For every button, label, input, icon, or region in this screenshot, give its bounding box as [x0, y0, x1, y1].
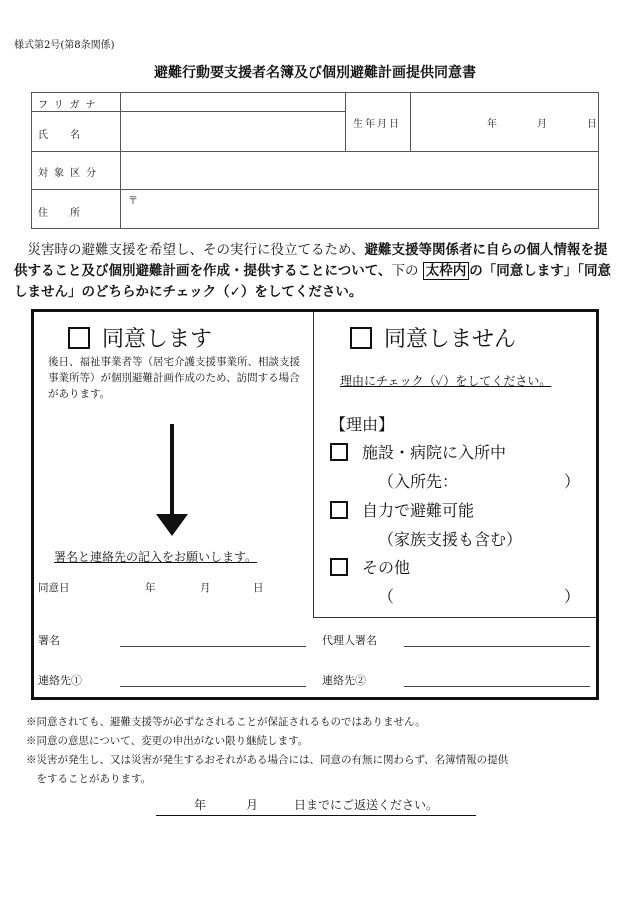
thick-frame-note: 太枠内 — [423, 262, 470, 280]
category-label: 対象区分 — [38, 168, 102, 179]
deadline-year-label: 年 — [193, 798, 206, 812]
return-deadline — [156, 796, 476, 816]
reason-other[interactable] — [330, 555, 410, 578]
other-reason-field[interactable] — [394, 584, 564, 604]
reason-heading: 【理由】 — [330, 415, 395, 434]
reason-in-facility[interactable] — [330, 440, 506, 463]
reason-in-facility-checkbox[interactable] — [330, 443, 348, 461]
signature-label: 署名 — [38, 634, 60, 647]
birthdate-field[interactable] — [411, 93, 599, 151]
deadline-month-label: 月 — [245, 798, 258, 812]
deadline-text: 日までにご返送ください。 — [294, 798, 439, 812]
agree-option[interactable] — [68, 322, 212, 353]
signature-field[interactable] — [120, 646, 306, 647]
proxy-signature-field[interactable] — [404, 646, 590, 647]
disagree-checkbox[interactable] — [350, 327, 372, 349]
reason-other-label: その他 — [362, 558, 411, 577]
birthdate-label: 生年月日 — [353, 119, 401, 130]
intro-text-1: 災害時の避難支援を希望し、その実行に役立てるため、 — [14, 242, 365, 258]
contact2-label: 連絡先② — [322, 674, 366, 687]
notes — [26, 713, 616, 789]
agree-checkbox[interactable] — [68, 327, 90, 349]
contact2-field[interactable] — [404, 686, 590, 687]
reason-instruction: 理由にチェック（✓）をしてください。 — [340, 374, 552, 388]
contact1-field[interactable] — [120, 686, 306, 687]
contact1-label: 連絡先① — [38, 674, 82, 687]
note-item: ※災害が発生し、又は災害が発生するおそれがある場合には、同意の有無に関わらず、名簿情報の提供 — [26, 754, 509, 766]
consent-day-label: 日 — [253, 582, 264, 594]
consent-month-label: 月 — [200, 582, 211, 594]
family-support-note: （家族支援も含む） — [378, 530, 523, 549]
name-field[interactable] — [121, 112, 345, 151]
signature-request: 署名と連絡先の記入をお願いします。 — [54, 550, 258, 564]
consent-frame — [31, 309, 599, 700]
birth-day-label: 日 — [587, 119, 597, 130]
applicant-info-table — [31, 92, 599, 229]
agree-label: 同意します — [102, 327, 213, 352]
furigana-field[interactable] — [121, 93, 345, 111]
birth-year-label: 年 — [487, 119, 497, 130]
proxy-signature-label: 代理人署名 — [322, 634, 377, 647]
intro-bold-2: の「同意します」「同意しません」のどちらかにチェック（✓）をしてください。 — [14, 263, 612, 300]
facility-name-close: ） — [564, 472, 581, 491]
agree-description: 後日、福祉事業者等（居宅介護支援事業所、相談支援事業所等）が個別避難計画作成のため、訪問する場合があります。 — [48, 356, 300, 400]
reason-self-evacuate-checkbox[interactable] — [330, 501, 348, 519]
facility-name-label: （入所先： — [378, 472, 459, 491]
intro-bold-1: 避難支援等関係者に自らの個人情報を提供すること及び個別避難計画を作成・提供することについて、 — [14, 242, 608, 279]
facility-name-field[interactable] — [464, 469, 564, 489]
furigana-label: フリガナ — [38, 100, 102, 111]
category-field[interactable] — [121, 152, 599, 189]
form-number: 様式第2号(第8条関係) — [14, 40, 115, 51]
disagree-option[interactable] — [350, 322, 516, 353]
note-item: ※同意の意思について、変更の申出がない限り継続します。 — [26, 735, 309, 747]
note-item: をすることがあります。 — [26, 773, 152, 785]
consent-date-label: 同意日 — [38, 582, 70, 594]
intro-text-2: 下の — [391, 263, 419, 279]
reason-other-checkbox[interactable] — [330, 558, 348, 576]
instruction-paragraph — [14, 240, 614, 303]
arrow-down-icon — [154, 424, 190, 540]
birth-month-label: 月 — [537, 119, 547, 130]
reason-in-facility-label: 施設・病院に入所中 — [362, 443, 507, 462]
postal-mark: 〒 — [128, 196, 138, 207]
consent-year-label: 年 — [145, 582, 156, 594]
other-reason-close: ） — [564, 587, 581, 606]
address-field[interactable] — [121, 190, 599, 229]
consent-date-field[interactable] — [112, 574, 312, 598]
address-label: 住 所 — [38, 208, 86, 219]
document-title: 避難行動要支援者名簿及び個別避難計画提供同意書 — [154, 65, 476, 81]
disagree-label: 同意しません — [384, 327, 517, 352]
note-item: ※同意されても、避難支援等が必ずなされることが保証されるものではありません。 — [26, 716, 426, 728]
other-reason-open: （ — [378, 587, 395, 606]
name-label: 氏 名 — [38, 130, 86, 141]
reason-self-evacuate[interactable] — [330, 498, 474, 521]
reason-self-evacuate-label: 自力で避難可能 — [362, 501, 475, 520]
